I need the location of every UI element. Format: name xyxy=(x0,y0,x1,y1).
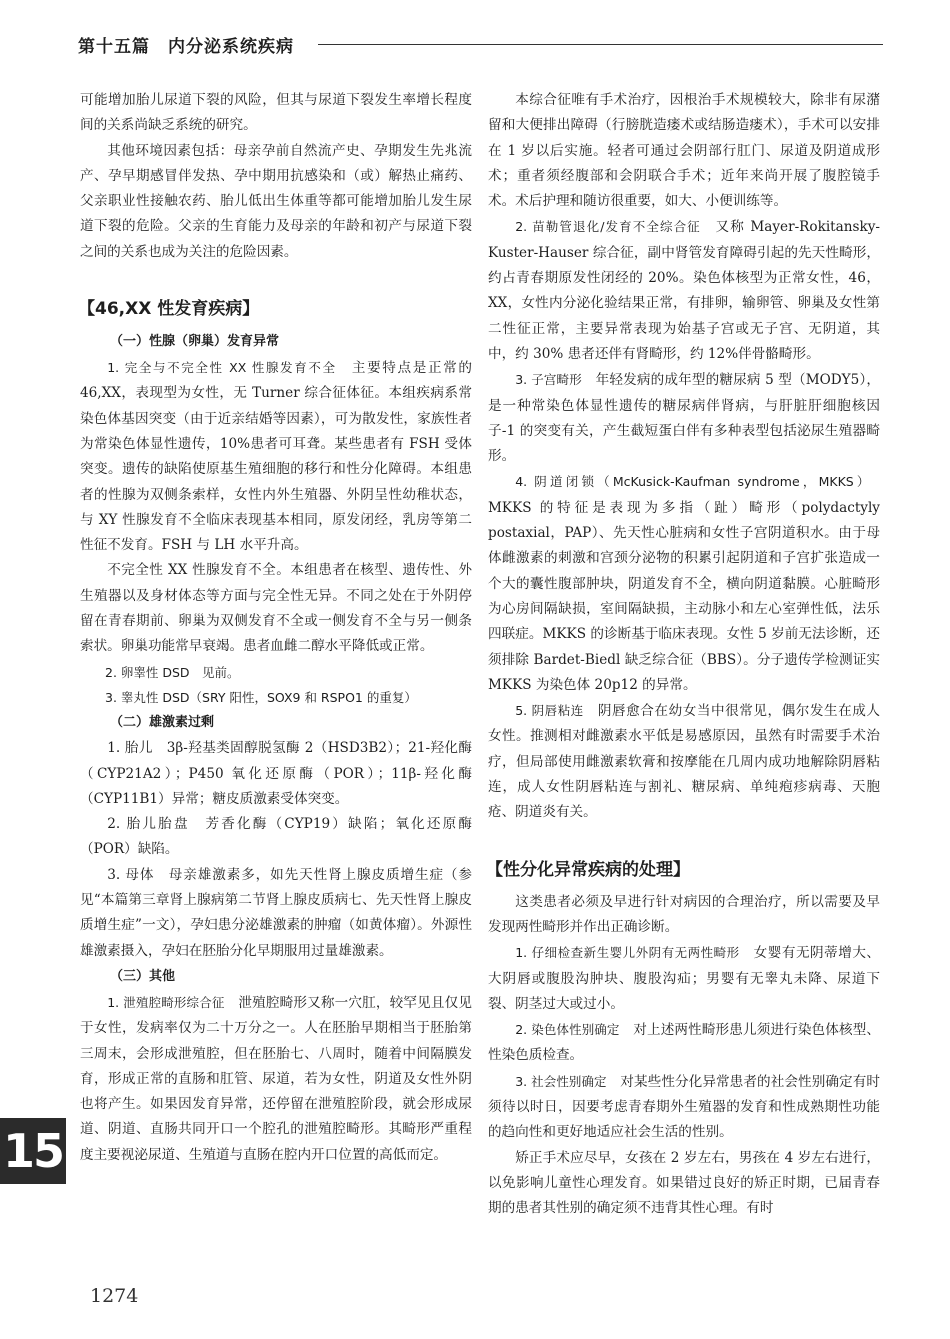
section-heading-management: 【性分化异常疾病的处理】 xyxy=(486,859,690,880)
paragraph-body: 主要特点是正常的 46,XX，表现型为女性，无 Turner 综合征体征。本组疾病系常染色体基因突变（由于近亲结婚等因素），可为散发性，家族性者为常染色体显性遗传，10%患者可耳聋。某些患者有 FSH 受体突变。遗传的缺陷使原基生殖细胞的移行和性分化障碍。本组患者的性腺为双侧条索样，女性内外生殖器、外阴呈性幼稚状态，与 XY 性腺发育不全临床表现基本相同，原发闭经，乳房等第二性征不发育。FSH 与 LH 水平升高。 xyxy=(80,360,472,554)
running-header: 第十五篇 内分泌系统疾病 xyxy=(78,37,294,57)
paragraph-body: 又称 Mayer-Rokitansky-Kuster-Hauser 综合征，副中肾管发育障碍引起的先天性畸形，约占青春期原发性闭经的 20%。染色体核型为正常女性，46，XX，女性内分泌化验结果正常，有排卵，输卵管、卵巢及女性第二性征正常，主要异常表现为始基子宫或无子宫、无阴道，其中，约 30% 患者还伴有肾畸形，约 12%伴骨骼畸形。 xyxy=(488,219,880,362)
paragraph-body: 年轻发病的成年型的糖尿病 5 型（MODY5），是一种常染色体显性遗传的糖尿病伴肾病，与肝脏肝细胞核因子-1 的突变有关，产生截短蛋白伴有多种表型包括泌尿生殖器畸形。 xyxy=(488,372,880,465)
subsection-heading: （三）其他 xyxy=(110,968,176,984)
paragraph-body: 泄殖腔畸形又称一穴肛，较罕见且仅见于女性，发病率仅为二十万分之一。人在胚胎早期相当于胚胎第三周末，会形成泄殖腔，但在胚胎七、八周时，随着中间隔膜发育，形成正常的直肠和肛管、尿道，若为女性，阴道及女性外阴也将产生。如果因发育异常，还停留在泄殖腔阶段，就会形成尿道、阴道、直肠共同开口一个腔孔的泄殖腔畸形。其畸形严重程度主要视泌尿道、生殖道与直肠在腔内开口位置的高低而定。 xyxy=(80,994,473,1163)
paragraph-body: 女婴有无阴蒂增大、大阴唇或腹股沟肿块、腹股沟疝；男婴有无睾丸未降、尿道下裂、阴茎过大或过小。 xyxy=(488,945,881,1012)
paragraph xyxy=(488,1069,880,1146)
paragraph-body: 阴唇愈合在幼女当中很常见，偶尔发生在成人女性。推测相对雌激素水平低是易感原因，虽然有时需要手术治疗，但局部使用雌激素软膏和按摩能在几周内成功地解除阴唇粘连，成人女性阴唇粘连与割礼、糖尿病、单纯疱疹病毒、天胞疮、阴道炎有关。 xyxy=(488,703,880,821)
paragraph-body: MKKS 的特征是表现为多指（趾）畸形（polydactyly postaxial，PAP）、先天性心脏病和女性子宫阴道积水。由于母体雌激素的刺激和宫颈分泌物的积累引起阴道和子宫扩张造成一个大的囊性腹部肿块，阴道发育不全，横向阴道黏膜。心脏畸形为心房间隔缺损，室间隔缺损，主动脉小和左心室弹性低，法乐四联症。MKKS 的诊断基于临床表现。女性 5 岁前无法诊断，还须排除 Bardet-Biedl 缺乏综合征（BBS）。分子遗传学检测证实 MKKS 为染色体 20p12 的异常。 xyxy=(488,474,880,693)
paragraph-lead: 1. 完全与不完全性 XX 性腺发育不全 xyxy=(107,360,337,376)
paragraph: 不完全性 XX 性腺发育不全。本组患者在核型、遗传性、外生殖器以及身材体态等方面与完全性无异。不同之处在于外阴停留在青春期前、卵巢为双侧发育不全或一侧发育不全与另一侧条索状。卵巢功能常早衰竭。患者血雌二醇水平降低或正常。 xyxy=(80,562,472,655)
paragraph xyxy=(488,698,880,825)
page-number: 1274 xyxy=(90,1285,139,1307)
paragraph: 3. 母体 母亲雄激素多，如先天性肾上腺皮质增生症（参见“本篇第三章肾上腺病第二节肾上腺皮质病七、先天性肾上腺皮质增生症”一文），孕妇患分泌雄激素的肿瘤（如黄体瘤）。外源性雄激素摄入，孕妇在胚胎分化早期服用过量雄激素。 xyxy=(80,866,472,959)
header-rule xyxy=(318,44,883,45)
chapter-tab: 15 xyxy=(0,1118,66,1184)
paragraph-lead: 5. 阴唇粘连 xyxy=(515,703,584,719)
paragraph-lead: 1. 泄殖腔畸形综合征 xyxy=(107,994,225,1010)
paragraph-lead: 1. 仔细检查新生婴儿外阴有无两性畸形 xyxy=(515,945,740,961)
paragraph xyxy=(488,214,880,367)
paragraph-lead: 2. 染色体性别确定 xyxy=(515,1022,620,1038)
paragraph-lead: 3. 社会性别确定 xyxy=(515,1073,607,1089)
left-column xyxy=(80,88,472,1168)
paragraph xyxy=(80,990,472,1168)
section-heading-46xx: 【46,XX 性发育疾病】 xyxy=(78,299,260,320)
paragraph: 其他环境因素包括：母亲孕前自然流产史、孕期发生先兆流产、孕早期感冒伴发热、孕中期用抗感染和（或）解热止痛药、父亲职业性接触农药、胎儿低出生体重等都可能增加胎儿发生尿道下裂的危险。父亲的生育能力及母亲的年龄和初产与尿道下裂之间的关系也成为关注的危险因素。 xyxy=(80,142,472,260)
paragraph xyxy=(80,355,472,558)
right-column xyxy=(488,88,880,1221)
paragraph-lead: 2. 苗勒管退化/发育不全综合征 xyxy=(515,219,701,235)
paragraph xyxy=(488,1017,880,1069)
paragraph: 可能增加胎儿尿道下裂的风险，但其与尿道下裂发生率增长程度间的关系尚缺乏系统的研究。 xyxy=(80,92,472,134)
paragraph: 矫正手术应尽早，女孩在 2 岁左右，男孩在 4 岁左右进行，以免影响儿童性心理发育。如果错过良好的矫正时期，已届青春期的患者其性别的确定须不违背其性心理。有时 xyxy=(488,1149,880,1217)
subsection-heading: （二）雄激素过剩 xyxy=(110,715,215,731)
paragraph: 本综合征唯有手术治疗，因根治手术规模较大，除非有尿潴留和大便排出障碍（行膀胱造瘘术或结肠造瘘术），手术可以安排在 1 岁以后实施。轻者可通过会阴部行肛门、尿道及阴道成形术；重者须经腹部和会阴联合手术；近年来尚开展了腹腔镜手术。术后护理和随访很重要，如大、小便训练等。 xyxy=(488,92,880,210)
paragraph: 2. 卵睾性 DSD 见前。 xyxy=(105,664,240,680)
paragraph-lead: 3. 子宫畸形 xyxy=(515,372,582,388)
paragraph-body: 对某些性分化异常患者的社会性别确定有时须待以时日，因要考虑青春期外生殖器的发育和性成熟期性功能的趋向性和更好地适应社会生活的性别。 xyxy=(488,1073,880,1141)
paragraph-lead: 4. 阴道闭锁（McKusick-Kaufman syndrome，MKKS） xyxy=(515,474,867,490)
paragraph: 1. 胎儿 3β-羟基类固醇脱氢酶 2（HSD3B2）；21-羟化酶（CYP21A2）；P450 氧化还原酶（POR）；11β-羟化酶（CYP11B1）异常；糖皮质激素受体突变。 xyxy=(80,740,472,807)
paragraph xyxy=(488,940,880,1017)
paragraph xyxy=(488,469,880,698)
subsection-heading: （一）性腺（卵巢）发育异常 xyxy=(110,334,280,350)
paragraph xyxy=(488,367,880,469)
paragraph: 3. 睾丸性 DSD（SRY 阳性，SOX9 和 RSPO1 的重复） xyxy=(105,689,417,705)
paragraph: 2. 胎儿胎盘 芳香化酶（CYP19）缺陷；氧化还原酶（POR）缺陷。 xyxy=(80,816,472,858)
paragraph: 这类患者必须及早进行针对病因的合理治疗，所以需要及早发现两性畸形并作出正确诊断。 xyxy=(488,893,880,935)
paragraph-body: 对上述两性畸形患儿须进行染色体核型、性染色质检查。 xyxy=(488,1022,881,1064)
